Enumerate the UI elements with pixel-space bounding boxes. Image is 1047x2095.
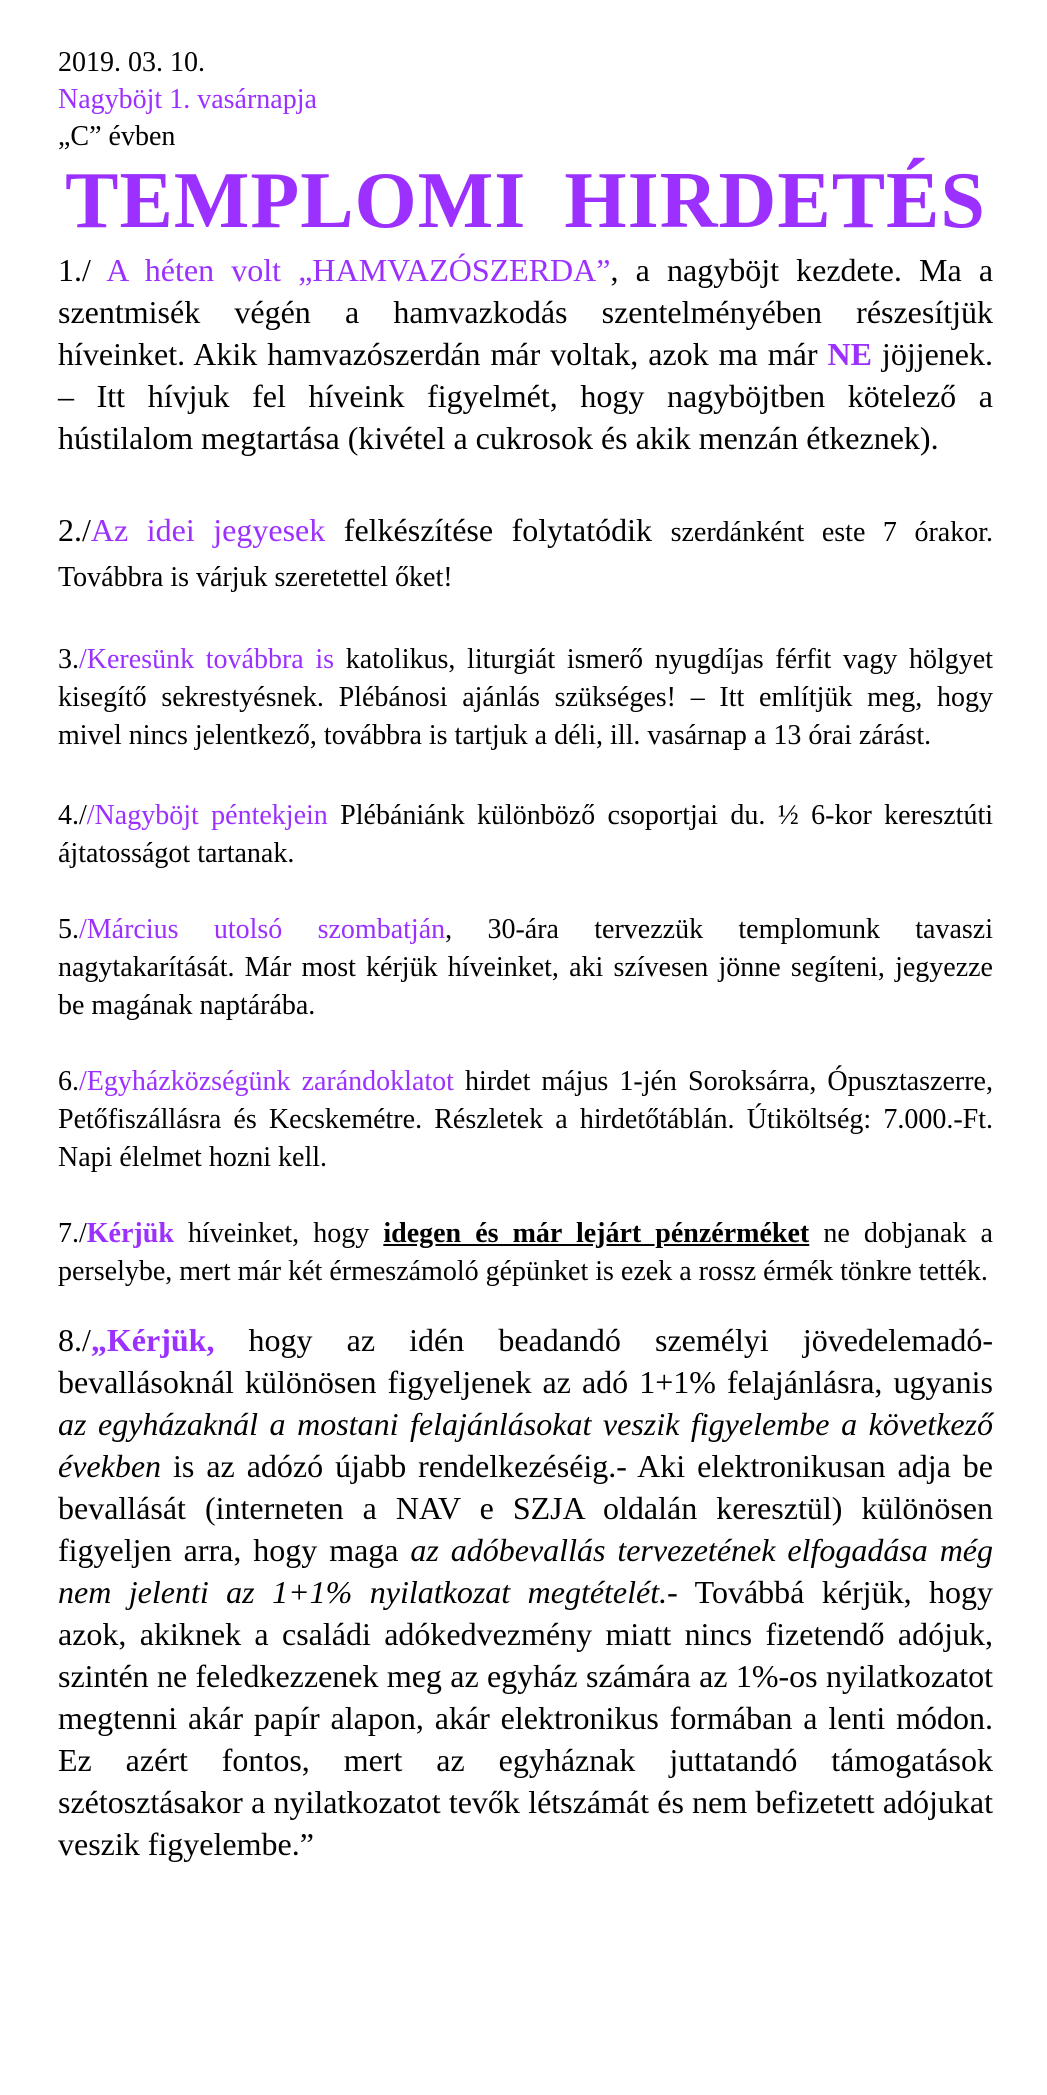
item-number: 2./: [58, 512, 91, 548]
item-text: , 30-ára tervezzük templomunk tavaszi nagytakarítását. Már most kérjük híveinket, aki szívesen jönne segíteni, jegyezze be magának naptárába.: [58, 914, 993, 1021]
item-highlight: /Keresünk továbbra is: [79, 644, 335, 675]
item-emphasis: NE: [827, 336, 872, 372]
announcement-item-7: [58, 1215, 993, 1291]
item-text: jöjjenek. – Itt hívjuk fel híveink figyelmét, hogy nagyböjtben kötelező a hústilalom megtartása (kivétel a cukrosok és akik menzán étkeznek).: [58, 336, 994, 456]
item-text: ne dobjanak a perselybe, mert már két érmeszámoló gépünket is ezek a rossz érmék tönkre tették.: [58, 1218, 993, 1287]
item-text: katolikus, liturgiát ismerő nyugdíjas férfit vagy hölgyet kisegítő sekrestyésnek. Plébánosi ajánlás szükséges! – Itt említjük meg, hogy mivel nincs jelentkező, továbbra is tartjuk a déli, ill. vasárnap a 13 órai zárást.: [58, 644, 993, 751]
year-cycle: „C” évben: [58, 121, 176, 152]
item-number: 4./: [58, 800, 87, 831]
item-highlight: /Egyházközségünk zarándoklatot: [79, 1066, 454, 1097]
item-text: - Továbbá kérjük, hogy azok, akiknek a családi adókedvezmény miatt nincs fizetendő adójuk, szintén ne feledkezzenek meg az egyház számára az 1%-os nyilatkozatot megtenni akár papír alapon, akár elektronikus formában a lenti módon. Ez azért fontos, mert az egyháznak juttatandó támogatások szétosztásakor a nyilatkozatot tevők létszámát és nem befizetett adójukat veszik figyelembe.”: [58, 1574, 994, 1862]
item-highlight: Az idei jegyesek: [90, 512, 326, 548]
date: 2019. 03. 10.: [58, 47, 205, 78]
item-italic: az egyházaknál a mostani felajánlásokat veszik figyelembe a következő években: [58, 1406, 993, 1484]
announcement-item-4: [58, 797, 993, 873]
item-text: híveinket, hogy: [173, 1218, 384, 1249]
item-highlight: Kérjük: [86, 1218, 174, 1249]
item-text: is az adózó újabb rendelkezéséig.- Aki elektronikusan adja be bevallását (interneten a NAV e SZJA oldalán keresztül) különösen figyeljen arra, hogy maga: [58, 1448, 993, 1568]
occasion: Nagyböjt 1. vasárnapja: [58, 84, 317, 115]
item-highlight: A héten volt „HAMVAZÓSZERDA”: [106, 252, 611, 288]
item-number: 8./: [58, 1322, 91, 1358]
item-text: felkészítése folytatódik: [325, 512, 671, 548]
item-number: 7./: [58, 1218, 87, 1249]
item-text: hogy az idén beadandó személyi jövedelemadó-bevallásoknál különösen figyeljenek az adó 1+1% felajánlásra, ugyanis: [58, 1322, 993, 1400]
page-title: [58, 157, 993, 245]
item-underlined: idegen és már lejárt pénzérméket: [383, 1218, 810, 1249]
item-highlight: /Nagyböjt péntekjein: [86, 800, 328, 831]
announcement-item-1: [58, 249, 993, 459]
item-highlight: /Március utolsó szombatján: [79, 914, 446, 945]
announcement-item-5: [58, 911, 993, 1025]
item-text: szerdánként este 7 órakor. Továbbra is várjuk szeretettel őket!: [58, 517, 994, 593]
title-word-2: HIRDETÉS: [564, 157, 986, 245]
item-text: Plébániánk különböző csoportjai du. ½ 6-kor keresztúti ájtatosságot tartanak.: [58, 800, 993, 869]
announcement-item-3: [58, 641, 993, 755]
announcement-item-8: [58, 1319, 993, 1865]
item-text: hirdet május 1-jén Soroksárra, Ópusztaszerre, Petőfiszállásra és Kecskemétre. Részletek a hirdetőtáblán. Útiköltség: 7.000.-Ft. Napi élelmet hozni kell.: [58, 1066, 993, 1173]
announcement-item-6: [58, 1063, 993, 1177]
item-text: , a nagyböjt kezdete. Ma a szentmisék végén a hamvazkodás szentelményében részesítjük híveinket. Akik hamvazószerdán már voltak, azok ma már: [58, 252, 994, 372]
announcement-item-2: [58, 509, 993, 599]
item-number: 3.: [58, 644, 79, 675]
item-italic: az adóbevallás tervezetének elfogadása még nem jelenti az 1+1% nyilatkozat megtételét.: [58, 1532, 994, 1610]
item-highlight: „Kérjük,: [90, 1322, 215, 1358]
item-number: 6.: [58, 1066, 79, 1097]
item-number: 5.: [58, 914, 79, 945]
item-number: 1./: [58, 252, 107, 288]
title-word-1: TEMPLOMI: [65, 157, 527, 245]
announcement-page: [58, 44, 993, 1865]
